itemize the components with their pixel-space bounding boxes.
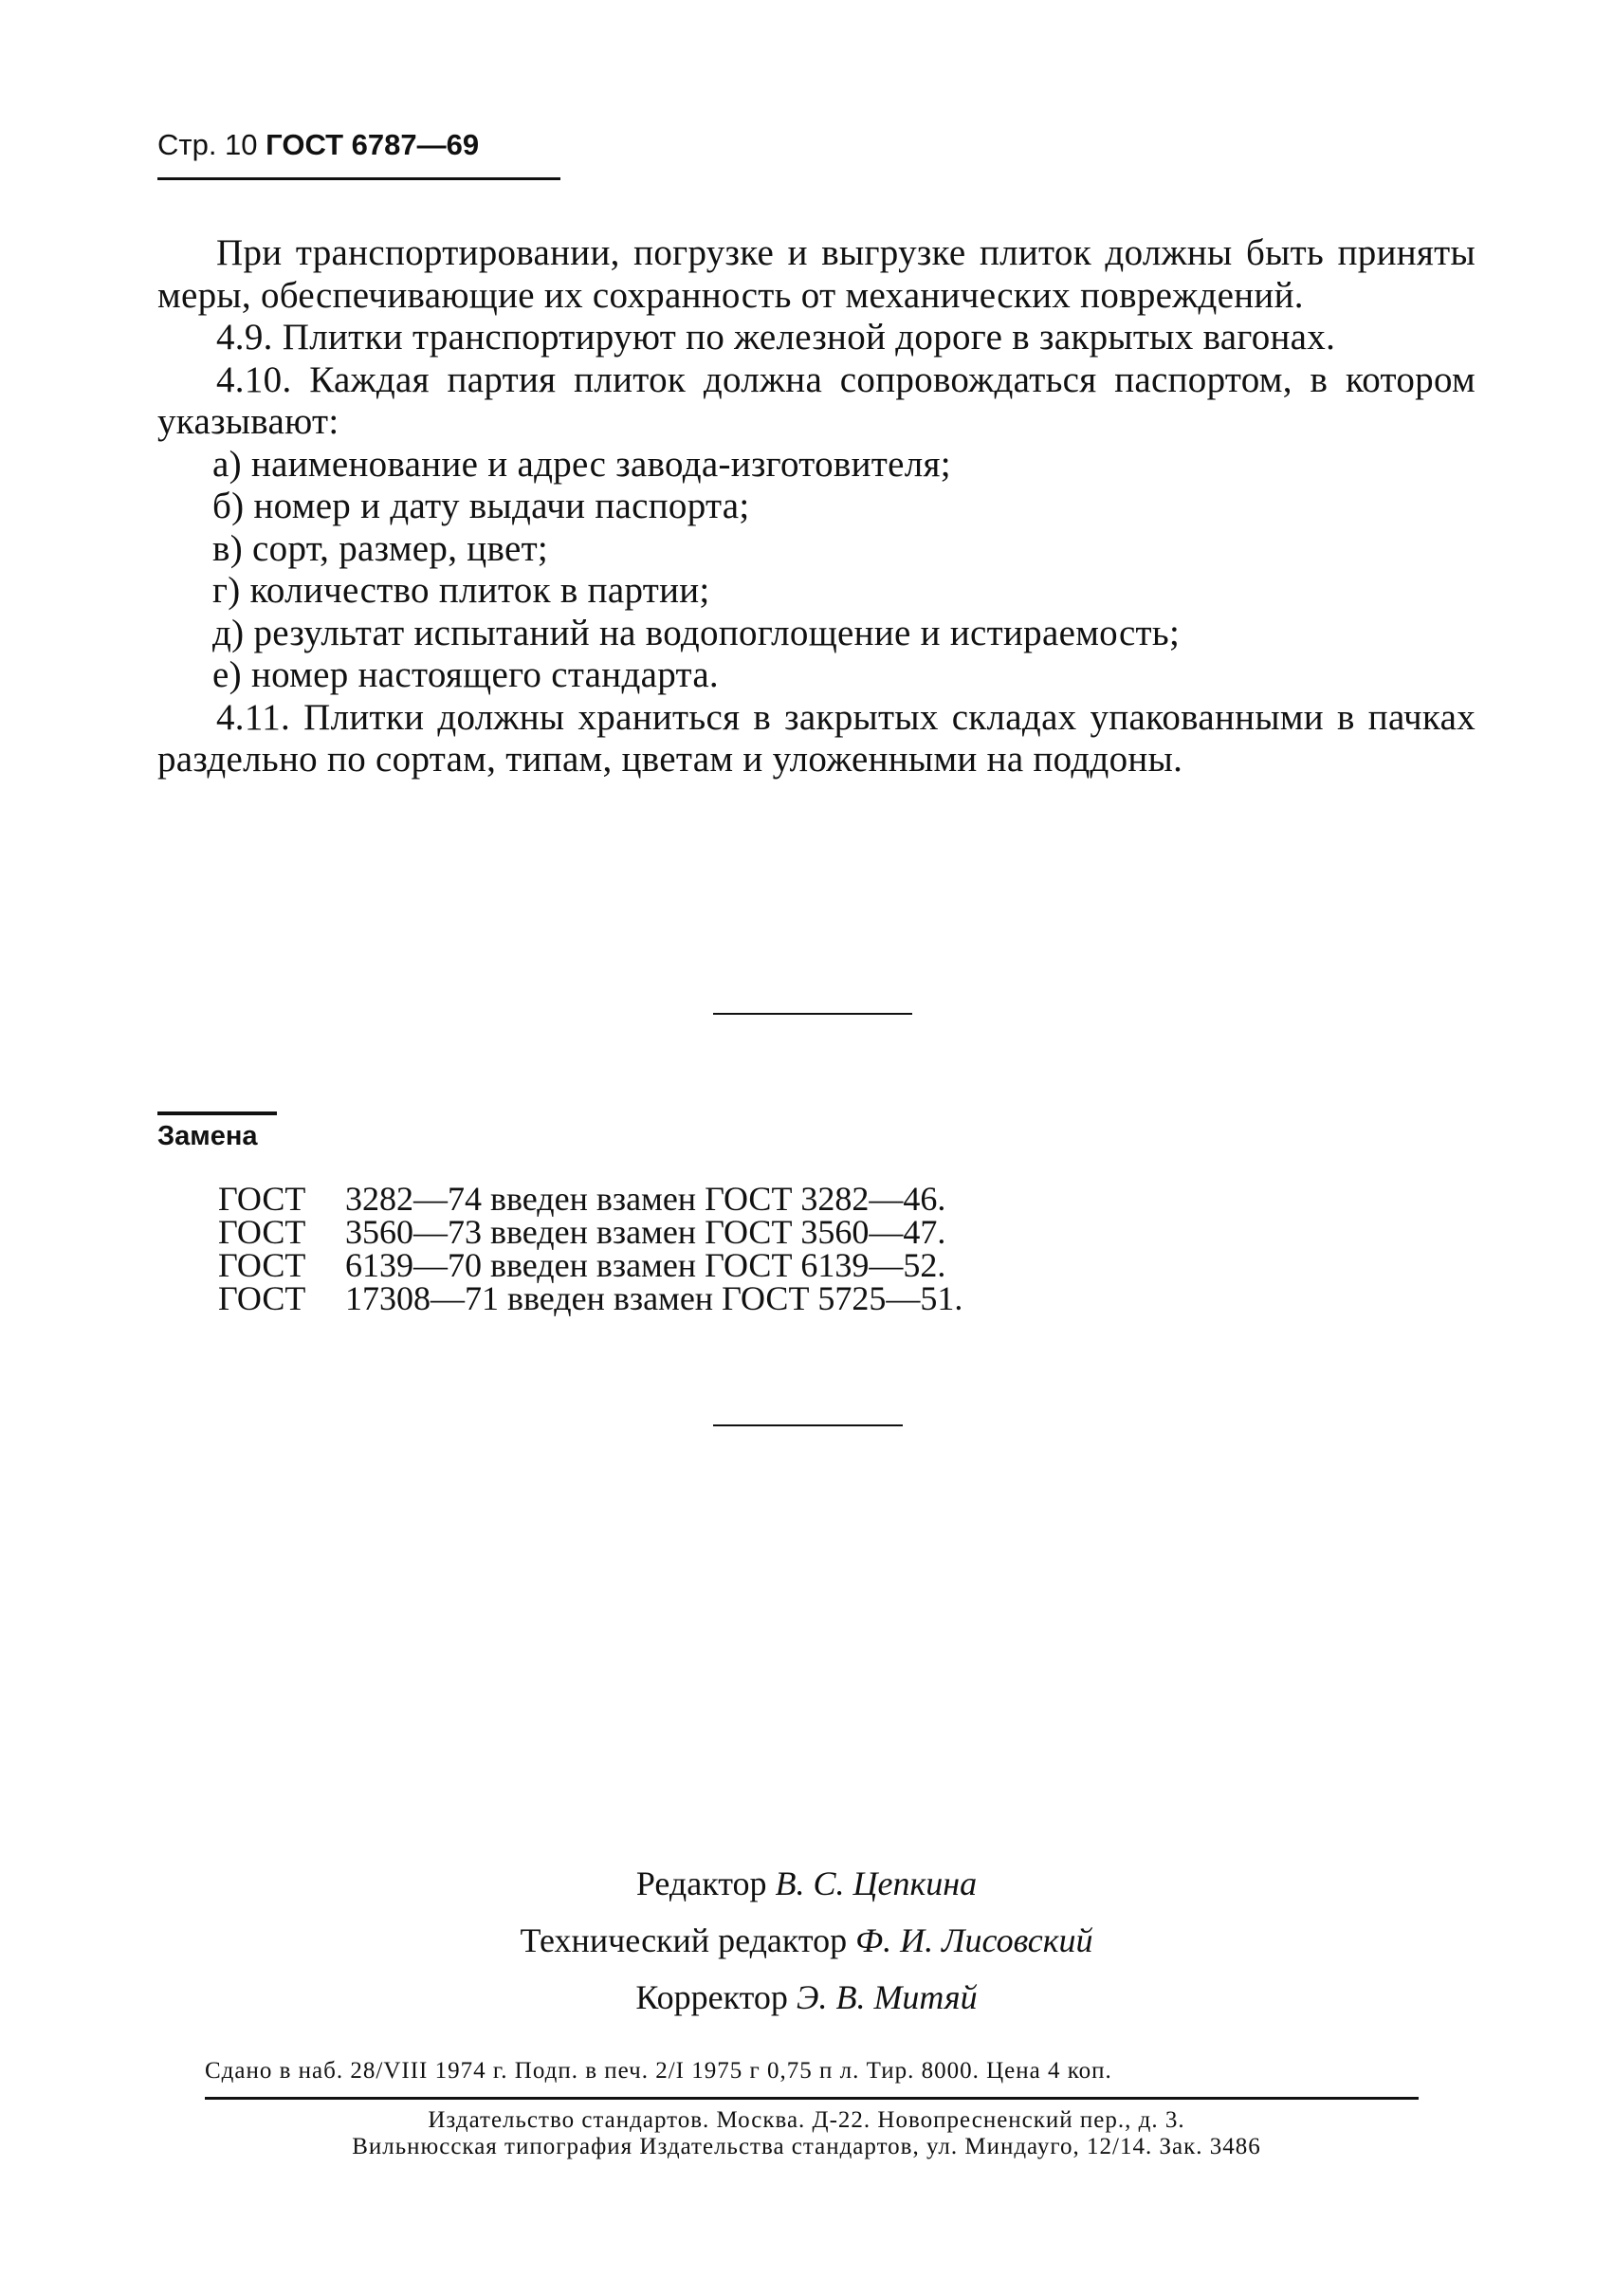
zamena-title: Замена xyxy=(157,1121,258,1151)
list-item: а) наименование и адрес завода-изготовителя; xyxy=(212,443,951,485)
zamena-row: ГОСТ 3282—74 введен взамен ГОСТ 3282—46. xyxy=(218,1180,946,1218)
list-item: в) сорт, размер, цвет; xyxy=(212,527,549,569)
header-rule xyxy=(157,177,560,180)
zamena-rule xyxy=(157,1111,277,1115)
paragraph-transport-care: При транспортировании, погрузке и выгрузке плиток должны быть приняты меры, обеспечивающие их сохранность от механических повреждений. xyxy=(157,232,1476,316)
imprint-line: Сдано в наб. 28/VIII 1974 г. Подп. в печ. 2/I 1975 г 0,75 п л. Тир. 8000. Цена 4 коп. xyxy=(205,2058,1112,2084)
list-item: е) номер настоящего стандарта. xyxy=(212,654,719,695)
printer-line: Вильнюсская типография Издательства стандартов, ул. Миндауго, 12/14. Зак. 3486 xyxy=(352,2134,1261,2159)
section-divider xyxy=(713,1013,912,1015)
zamena-row: ГОСТ 17308—71 введен взамен ГОСТ 5725—51. xyxy=(218,1279,963,1317)
paragraph-4-11: 4.11. Плитки должны храниться в закрытых складах упакованными в пачках раздельно по сортам, типам, цветам и уложенными на поддоны. xyxy=(157,696,1476,780)
credit-editor: Редактор В. С. Цепкина xyxy=(635,1864,978,1902)
credit-tech-editor: Технический редактор Ф. И. Лисовский xyxy=(520,1921,1093,1959)
credit-corrector: Корректор Э. В. Митяй xyxy=(635,1978,978,2016)
publisher-line: Издательство стандартов. Москва. Д-22. Новопресненский пер., д. 3. xyxy=(428,2107,1185,2133)
list-item: г) количество плиток в партии; xyxy=(212,570,710,611)
paragraph-4-10: 4.10. Каждая партия плиток должна сопровождаться паспортом, в котором указывают: xyxy=(157,358,1476,442)
page-number: Стр. 10 xyxy=(157,128,258,161)
imprint-rule xyxy=(205,2097,1419,2100)
zamena-row: ГОСТ 6139—70 введен взамен ГОСТ 6139—52. xyxy=(218,1246,946,1284)
list-item: д) результат испытаний на водопоглощение и истираемость; xyxy=(212,612,1181,653)
header-gost: ГОСТ 6787—69 xyxy=(266,128,480,161)
paragraph-4-9: 4.9. Плитки транспортируют по железной дороге в закрытых вагонах. xyxy=(216,317,1336,358)
list-item: б) номер и дату выдачи паспорта; xyxy=(212,486,750,526)
body-text xyxy=(157,232,1476,781)
page-header xyxy=(157,128,479,162)
section-divider xyxy=(713,1424,903,1426)
zamena-list xyxy=(218,1180,963,1317)
zamena-row: ГОСТ 3560—73 введен взамен ГОСТ 3560—47. xyxy=(218,1213,946,1251)
